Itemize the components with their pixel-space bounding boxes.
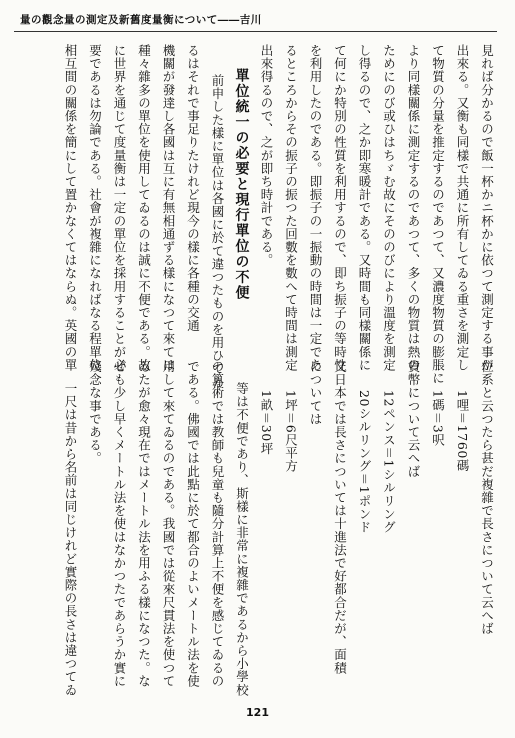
line-text: 出來る。又衡も同樣で共通に所有してゐる重さを測定し xyxy=(455,44,470,372)
line-text: 一尺は昔から名前は同じけれど實際の長さは違つてゐ xyxy=(63,382,78,697)
line-text: 機關が發達し各國は互に有無相通ずる樣になつて來ては xyxy=(161,44,176,372)
line-text: 殘念な事である。 xyxy=(87,360,103,465)
page-number: 121 xyxy=(246,706,269,719)
line-text: より同樣關係に測定するのであつて、多くの物質は熱の xyxy=(406,44,421,372)
line-text: の算術では教師も兒童も隨分計算上不便を感じてゐるの xyxy=(210,360,225,688)
text-line xyxy=(476,360,497,702)
line-text: ためにのび或ひはちゞむ故にそののびにより溫度を測定 xyxy=(381,44,397,372)
text-line xyxy=(182,360,203,702)
line-text: て物質の分量を推定するのであつて、又濃度物質の膨脹に xyxy=(430,44,446,385)
text-line xyxy=(231,360,252,702)
line-text: に世界を通じて度量衡は一定の單位を採用することが必 xyxy=(112,44,127,372)
line-text: 1哩＝1760碼 xyxy=(455,390,470,473)
line-text: 出來得るので、之が即ち時計である。 xyxy=(259,44,274,267)
line-text: ぜも少し早くメートル法を使はなかつたであらうか實に xyxy=(112,360,127,688)
line-text: 見れば分かるので飯一杯かニ杯かに依つて測定する事が xyxy=(479,44,495,372)
text-line xyxy=(452,360,473,702)
text-line xyxy=(84,360,105,702)
line-text: 等は不便であり、斯樣に非常に複雜であるから小學校 xyxy=(234,382,250,697)
text-line xyxy=(133,360,154,702)
line-text: 貨幣について云へば xyxy=(406,360,421,478)
text-line xyxy=(378,360,399,702)
line-text: を利用したのである。即振子の一振動の時間は一定であ xyxy=(308,44,323,372)
line-text: 20シルリング＝1ポンド xyxy=(357,390,372,534)
text-line xyxy=(158,360,179,702)
text-line xyxy=(109,360,130,702)
text-line xyxy=(60,360,81,702)
line-text: し得るので、之か即寒暖計である。又時間も同樣關係に xyxy=(357,44,372,372)
line-text: である。佛國では此點に於て都合のよいメートル法を使 xyxy=(185,360,201,688)
text-line xyxy=(427,360,448,702)
line-text: 要であるは勿論である。社會が複雜になればなる程單位 xyxy=(87,44,103,372)
line-text: については xyxy=(308,360,323,426)
line-text: 單位統一の必要と現行單位の不便 xyxy=(233,68,250,301)
text-line xyxy=(305,360,326,702)
line-text: 位系と云つたら甚だ複雜で長さについて云へば xyxy=(479,360,495,636)
line-text: 相互間の關係を簡にして置かなくてはならぬ。英國の單 xyxy=(63,44,78,372)
line-text: 12ペンス＝1シルリング xyxy=(381,390,397,534)
line-text: 前申した樣に單位は各國に於て違つたものを用ひてゐ xyxy=(210,74,225,389)
text-line xyxy=(256,360,277,702)
text-line xyxy=(354,360,375,702)
line-text: るはそれで事足りたけれど現今の樣に各種の交通 xyxy=(185,44,201,333)
line-text: 用して來てゐるのである。我國では從來尺貫法を使つて xyxy=(161,360,176,688)
running-header: 量の觀念量の測定及新舊度量衡について――吉川 xyxy=(20,14,262,26)
line-text: 1坪＝6尺平方 xyxy=(283,390,299,473)
text-line xyxy=(403,360,424,702)
line-text: 1碼＝3呎 xyxy=(430,390,446,447)
line-text: るところからその振子の振つた回數を數へて時間は測定 xyxy=(283,44,299,372)
text-line xyxy=(329,360,350,702)
line-text: 又日本では長さについては十進法で好都合だが、面積 xyxy=(332,360,348,675)
line-text: 種々雜多の單位を使用してゐるのは誠に不便である。故 xyxy=(136,44,152,372)
text-line xyxy=(280,360,301,702)
line-text: て何にか特別の性質を利用するので、即ち振子の等時性 xyxy=(332,44,348,372)
line-text: 1畝＝30坪 xyxy=(259,390,274,455)
header-rule xyxy=(14,31,497,32)
text-line xyxy=(207,360,228,702)
line-text: ゐたが愈々現在ではメートル法を用ふる樣になつた。な xyxy=(136,360,152,688)
